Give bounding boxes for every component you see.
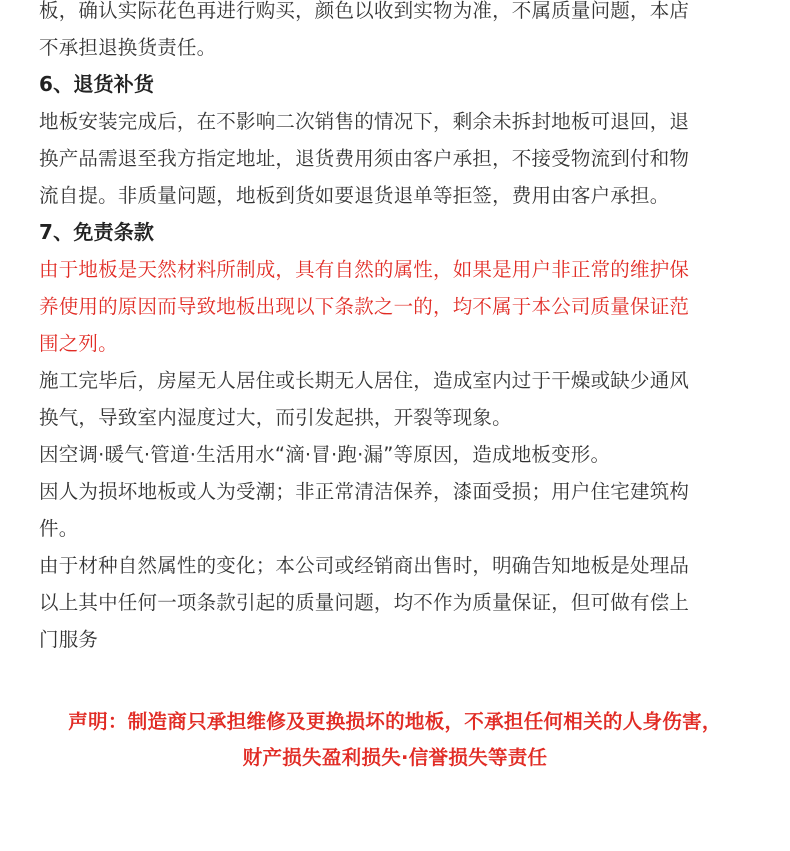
statement-line-2: 财产损失盈利损失·信誉损失等责任 [242,746,548,769]
section-7-red-line-2: 养使用的原因而导致地板出现以下条款之一的，均不属于本公司质量保证范 [39,295,690,318]
section-7-line-2: 换气，导致室内湿度过大，而引发起拱，开裂等现象。 [39,406,512,429]
section-7-line-8: 门服务 [39,628,99,651]
terms-content [39,0,765,658]
section-7-red-line-3: 围之列。 [39,332,118,355]
section-7-heading: 7、免责条款 [39,220,155,244]
section-6-line-3: 流自提。非质量问题，地板到货如要退货退单等拒签，费用由客户承担。 [39,184,670,207]
section-7-line-6: 由于材种自然属性的变化；本公司或经销商出售时，明确告知地板是处理品 [39,554,690,577]
section-7-red-line-1: 由于地板是天然材料所制成，具有自然的属性，如果是用户非正常的维护保 [39,258,690,281]
section-7-line-3: 因空调·暖气·管道·生活用水“滴·冒·跑·漏”等原因，造成地板变形。 [39,443,611,466]
section-6-heading: 6、退货补货 [39,72,155,96]
statement-line-1: 声明：制造商只承担维修及更换损坏的地板，不承担任何相关的人身伤害， [68,710,722,733]
section-7-line-1: 施工完毕后，房屋无人居住或长期无人居住，造成室内过于干燥或缺少通风 [39,369,690,392]
section-6-line-2: 换产品需退至我方指定地址，退货费用须由客户承担，不接受物流到付和物 [39,147,690,170]
prev-section-line-2: 不承担退换货责任。 [39,36,217,59]
section-7-line-5: 件。 [39,517,79,540]
prev-section-line-1: 板，确认实际花色再进行购买，颜色以收到实物为准，不属质量问题，本店 [39,0,690,22]
section-6-line-1: 地板安装完成后，在不影响二次销售的情况下，剩余未拆封地板可退回，退 [39,110,690,133]
section-7-line-4: 因人为损坏地板或人为受潮；非正常清洁保养，漆面受损；用户住宅建筑构 [39,480,690,503]
section-7-line-7: 以上其中任何一项条款引起的质量问题，均不作为质量保证，但可做有偿上 [39,591,690,614]
